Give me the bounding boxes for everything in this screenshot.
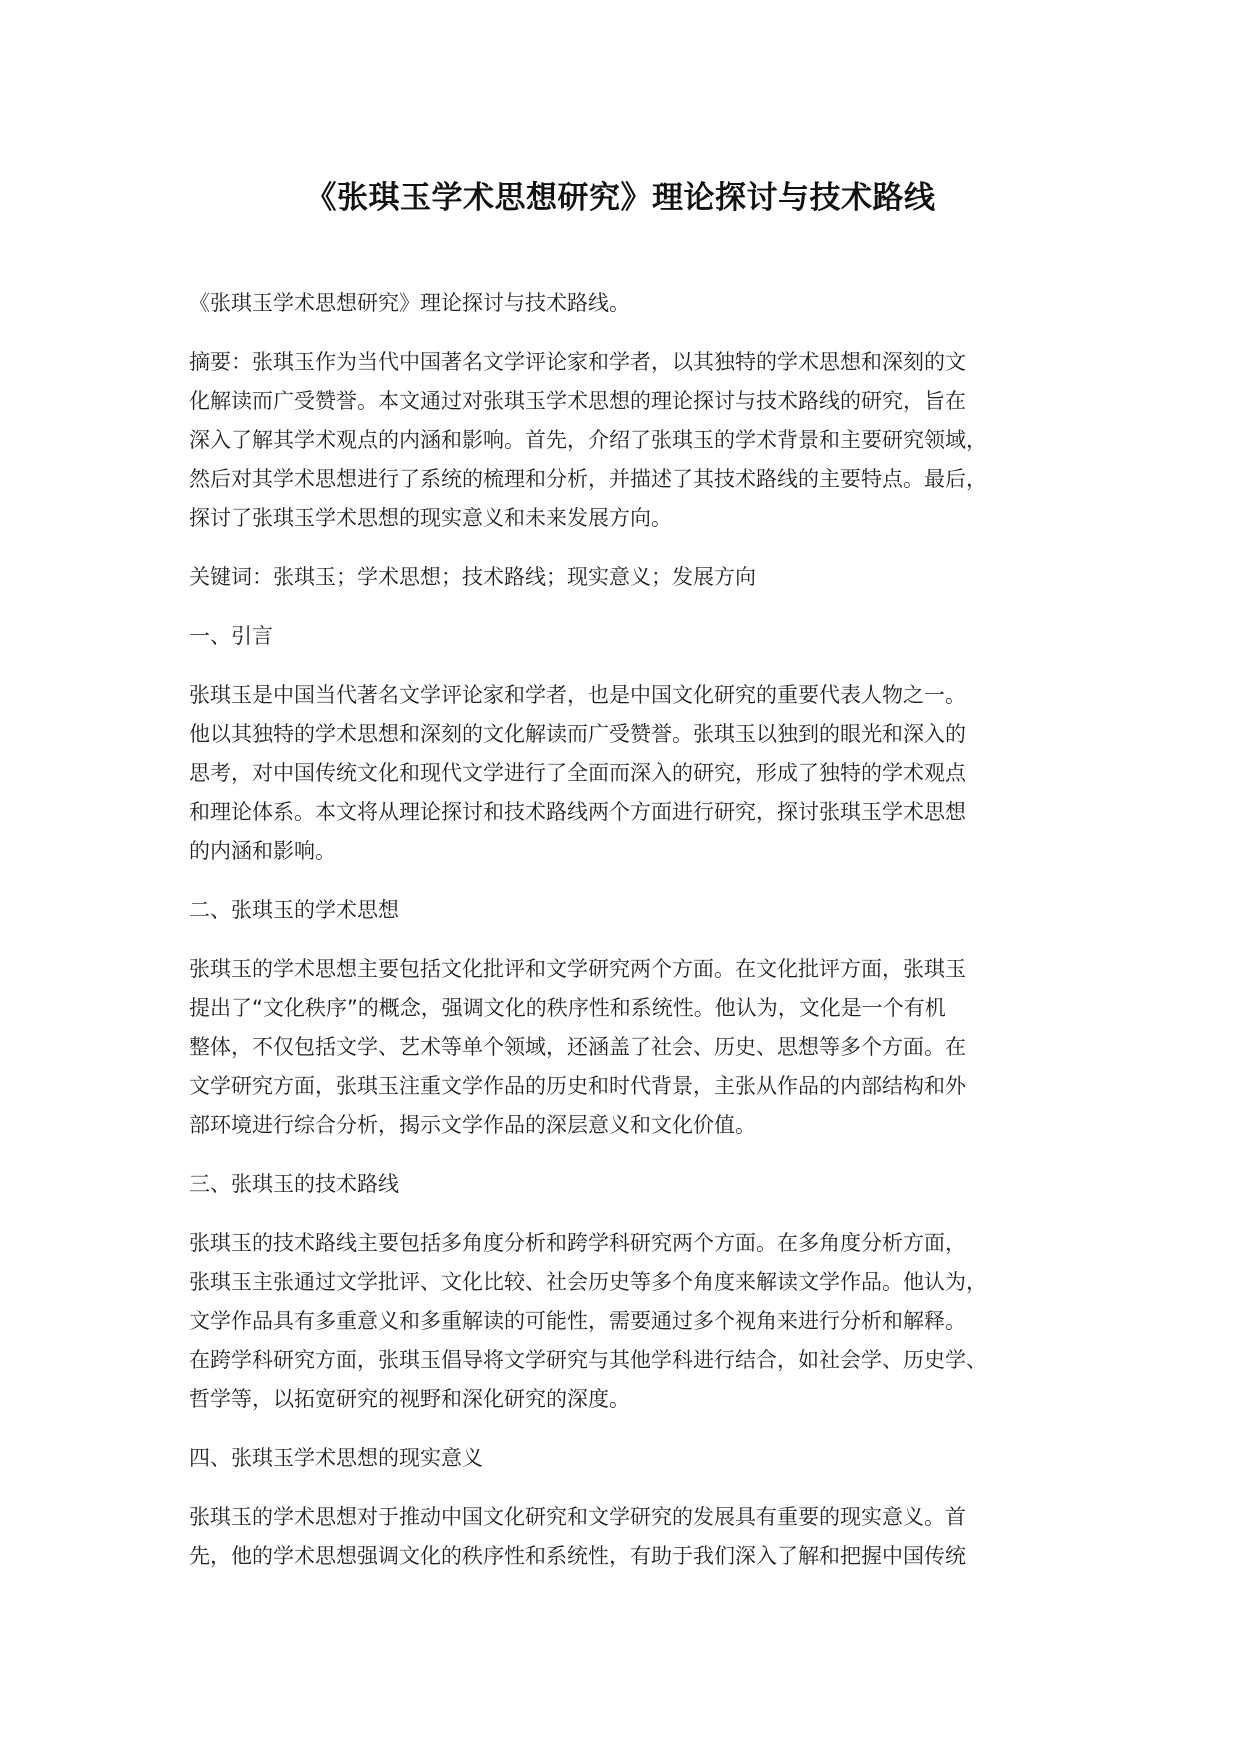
intro-line: 《张琪玉学术思想研究》理论探讨与技术路线。 [189, 291, 630, 315]
section-paragraph [189, 950, 1079, 1145]
body-line: 张琪玉的技术路线主要包括多角度分析和跨学科研究两个方面。在多角度分析方面， [189, 1231, 966, 1255]
body-line: 张琪玉是中国当代著名文学评论家和学者，也是中国文化研究的重要代表人物之一。 [189, 683, 966, 707]
abstract-line: 化解读而广受赞誉。本文通过对张琪玉学术思想的理论探讨与技术路线的研究，旨在 [189, 389, 966, 413]
body-line: 他以其独特的学术思想和深刻的文化解读而广受赞誉。张琪玉以独到的眼光和深入的 [189, 722, 966, 746]
abstract-line: 摘要：张琪玉作为当代中国著名文学评论家和学者，以其独特的学术思想和深刻的文 [189, 350, 966, 374]
section-paragraph [189, 1498, 1079, 1576]
document-title: 《张琪玉学术思想研究》理论探讨与技术路线 [305, 180, 936, 216]
document-body [189, 284, 1079, 1596]
keywords-line: 关键词：张琪玉；学术思想；技术路线；现实意义；发展方向 [189, 565, 756, 589]
section-heading: 四、张琪玉学术思想的现实意义 [189, 1446, 483, 1470]
keywords-paragraph [189, 558, 1079, 597]
body-line: 张琪玉的学术思想对于推动中国文化研究和文学研究的发展具有重要的现实意义。首 [189, 1505, 966, 1529]
body-line: 张琪玉主张通过文学批评、文化比较、社会历史等多个角度来解读文学作品。他认为， [189, 1270, 987, 1294]
section-heading: 三、张琪玉的技术路线 [189, 1172, 399, 1196]
body-line: 在跨学科研究方面，张琪玉倡导将文学研究与其他学科进行结合，如社会学、历史学、 [189, 1348, 987, 1372]
body-line: 文学作品具有多重意义和多重解读的可能性，需要通过多个视角来进行分析和解释。 [189, 1309, 966, 1333]
body-line: 和理论体系。本文将从理论探讨和技术路线两个方面进行研究，探讨张琪玉学术思想 [189, 800, 966, 824]
body-line: 先，他的学术思想强调文化的秩序性和系统性，有助于我们深入了解和把握中国传统 [189, 1544, 966, 1568]
abstract-line: 深入了解其学术观点的内涵和影响。首先，介绍了张琪玉的学术背景和主要研究领域， [189, 428, 987, 452]
abstract-line: 然后对其学术思想进行了系统的梳理和分析，并描述了其技术路线的主要特点。最后， [189, 467, 987, 491]
section-heading: 一、引言 [189, 624, 273, 648]
body-line: 整体，不仅包括文学、艺术等单个领域，还涵盖了社会、历史、思想等多个方面。在 [189, 1035, 966, 1059]
body-line: 文学研究方面，张琪玉注重文学作品的历史和时代背景，主张从作品的内部结构和外 [189, 1074, 966, 1098]
abstract-paragraph [189, 343, 1079, 538]
body-line: 哲学等，以拓宽研究的视野和深化研究的深度。 [189, 1387, 630, 1411]
body-line: 部环境进行综合分析，揭示文学作品的深层意义和文化价值。 [189, 1113, 756, 1137]
intro-paragraph [189, 284, 1079, 323]
body-line: 思考，对中国传统文化和现代文学进行了全面而深入的研究，形成了独特的学术观点 [189, 761, 966, 785]
body-line: 提出了“文化秩序”的概念，强调文化的秩序性和系统性。他认为，文化是一个有机 [189, 996, 946, 1020]
abstract-line: 探讨了张琪玉学术思想的现实意义和未来发展方向。 [189, 506, 672, 530]
section-paragraph [189, 676, 1079, 871]
body-line: 的内涵和影响。 [189, 839, 336, 863]
section-paragraph [189, 1224, 1079, 1419]
body-line: 张琪玉的学术思想主要包括文化批评和文学研究两个方面。在文化批评方面，张琪玉 [189, 957, 966, 981]
section-heading: 二、张琪玉的学术思想 [189, 898, 399, 922]
